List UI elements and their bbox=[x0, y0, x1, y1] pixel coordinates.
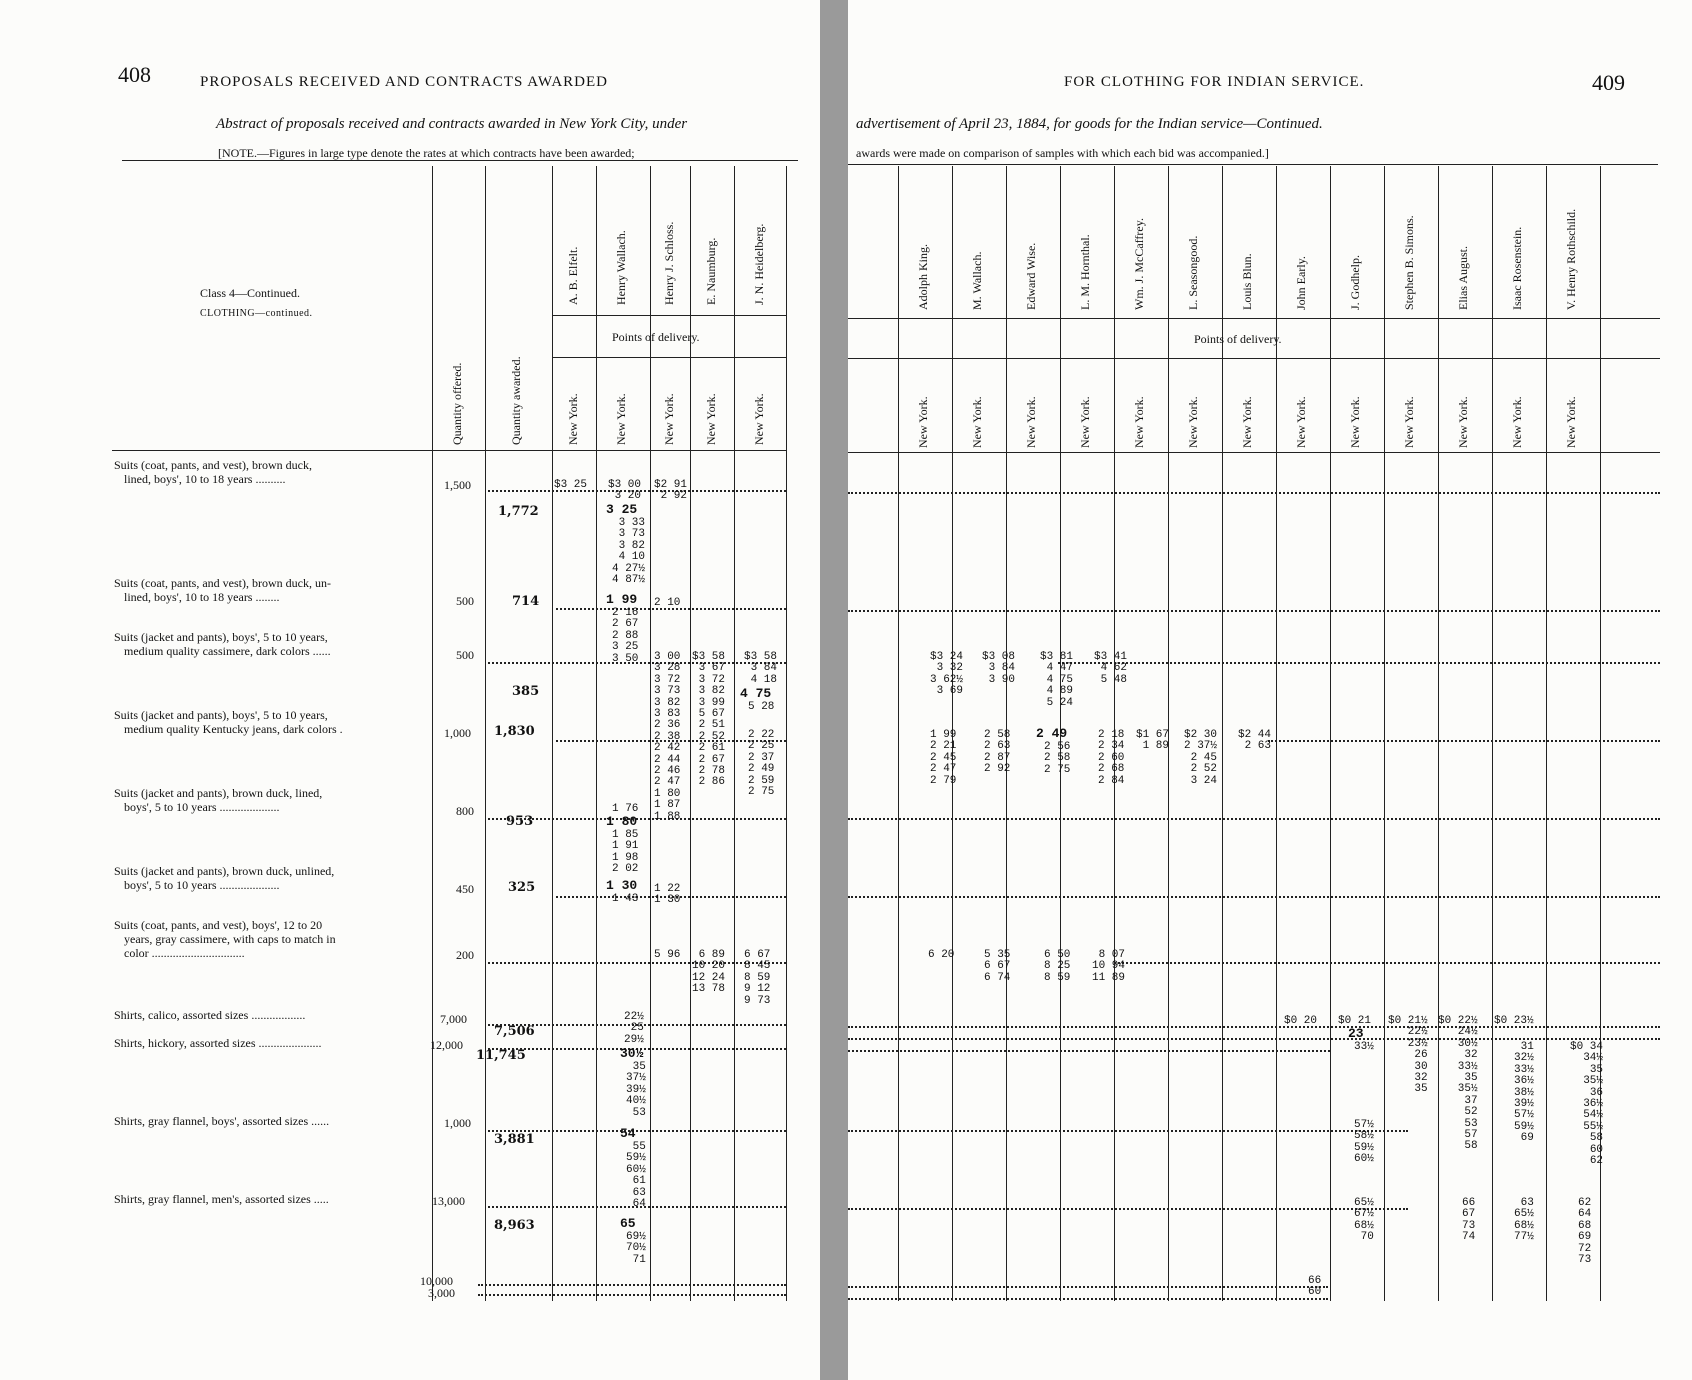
awarded-6: 325 bbox=[508, 880, 536, 895]
mccaffrey-prices: $1 67 1 89 bbox=[1136, 729, 1170, 753]
item-line: color bbox=[124, 946, 149, 960]
item-line: Suits (jacket and pants), brown duck, lined, bbox=[114, 786, 323, 800]
hornthal-prices: 2 18 2 34 2 60 2 68 2 84 bbox=[1098, 729, 1125, 787]
right-page bbox=[848, 0, 1692, 1380]
item-line: medium quality cassimere, dark colors bbox=[124, 644, 310, 658]
leader-row bbox=[848, 1026, 1660, 1028]
item-line: Suits (jacket and pants), boys', 5 to 10 years, bbox=[114, 708, 328, 722]
delivery-naumburg: New York. bbox=[704, 393, 718, 445]
item-5: Suits (jacket and pants), brown duck, lined, boys', 5 to 10 years .................... bbox=[114, 786, 323, 814]
item-line: Suits (coat, pants, and vest), brown duck, bbox=[114, 458, 312, 472]
leader-row bbox=[848, 1208, 1408, 1210]
delivery-cell: New York. bbox=[1132, 396, 1146, 448]
offered-5: 800 bbox=[456, 804, 474, 818]
offered-1: 1,500 bbox=[444, 478, 471, 492]
delivery-cell: New York. bbox=[1024, 396, 1038, 448]
schloss-prices: 5 96 bbox=[654, 949, 681, 961]
delivery-cell: New York. bbox=[1402, 396, 1416, 448]
rule-top-left bbox=[122, 160, 798, 161]
bidder-mccaffrey: Wm. J. McCaffrey. bbox=[1132, 218, 1146, 310]
wallach-award: 1 30 bbox=[606, 878, 638, 893]
leader-row bbox=[848, 1286, 1328, 1288]
item-4: Suits (jacket and pants), boys', 5 to 10 years, medium quality Kentucky jeans, dark colors . bbox=[114, 708, 343, 736]
leader-row bbox=[848, 1130, 1408, 1132]
offered-4: 1,000 bbox=[444, 726, 471, 740]
item-7: Suits (coat, pants, and vest), boys', 12 to 20 years, gray cassimere, with caps to match in color ............................... bbox=[114, 918, 336, 960]
hornthal-prices: 8 07 10 94 11 89 bbox=[1092, 949, 1126, 984]
bidder-wise: Edward Wise. bbox=[1024, 242, 1038, 310]
wallach-prices: 1 43 bbox=[612, 893, 639, 905]
wallach-award: 1 80 bbox=[606, 814, 638, 829]
schloss-prices: 3 00 3 28 3 72 3 73 3 82 3 83 2 36 2 38 2 42 2 44 2 46 2 47 1 80 1 87 1 88 bbox=[654, 651, 681, 823]
rothschild-prices: 62 64 68 69 72 73 bbox=[1578, 1197, 1592, 1267]
rule-points-right bbox=[848, 358, 1660, 359]
wallach-award: 54 bbox=[620, 1126, 636, 1141]
wallach-prices: $3 00 3 20 bbox=[608, 479, 642, 503]
delivery-heidelberg: New York. bbox=[752, 393, 766, 445]
leader-row bbox=[848, 610, 1660, 612]
heidelberg-prices: 2 22 2 25 2 37 2 49 2 59 2 75 bbox=[748, 729, 775, 799]
delivery-cell: New York. bbox=[1186, 396, 1200, 448]
naumburg-prices: 6 89 10 20 12 24 13 78 bbox=[692, 949, 726, 996]
col-line bbox=[786, 166, 787, 1301]
item-line: Suits (coat, pants, and vest), brown duck, un- bbox=[114, 576, 331, 590]
rothschild-prices: $0 34 34½ 35 35½ 36 36½ 54½ 55½ 58 60 62 bbox=[1570, 1041, 1604, 1168]
offered-10: 1,000 bbox=[444, 1116, 471, 1130]
wallach-prices: 1 76 bbox=[612, 803, 639, 815]
leader-row bbox=[1058, 662, 1660, 664]
item-10: Shirts, gray flannel, boys', assorted sizes ...... bbox=[114, 1114, 330, 1128]
godhelp-prices: $0 21 bbox=[1338, 1015, 1372, 1027]
offered-7: 200 bbox=[456, 948, 474, 962]
wallach-prices: 1 85 1 91 1 98 2 02 bbox=[612, 829, 639, 876]
wallach-prices: 2 16 2 67 2 88 3 25 3 50 bbox=[612, 607, 639, 665]
awarded-2: 714 bbox=[512, 594, 540, 609]
seasongood-prices: $2 30 2 37½ 2 45 2 52 3 24 bbox=[1184, 729, 1218, 787]
leader-row bbox=[848, 1038, 1660, 1040]
bidder-heidelberg: J. N. Heidelberg. bbox=[752, 223, 766, 305]
awarded-1: 1,772 bbox=[498, 504, 539, 519]
wise-prices: 6 50 8 25 8 59 bbox=[1044, 949, 1071, 984]
leader-row bbox=[1268, 740, 1660, 742]
item-line: Suits (jacket and pants), brown duck, unlined, bbox=[114, 864, 335, 878]
blun-prices: $2 44 2 63 bbox=[1238, 729, 1272, 753]
leader-row bbox=[478, 1294, 786, 1296]
august-prices: 66 67 73 74 bbox=[1462, 1197, 1476, 1244]
col-line bbox=[1546, 166, 1547, 1301]
rule-header-bottom bbox=[112, 450, 786, 451]
left-page bbox=[0, 0, 820, 1380]
item-line: boys', 5 to 10 years bbox=[124, 878, 217, 892]
subtitle-left: Abstract of proposals received and contracts awarded in New York City, under bbox=[216, 116, 688, 132]
awarded-9: 3,881 bbox=[494, 1132, 535, 1147]
rule-top-right bbox=[848, 164, 1658, 165]
class-title: Class 4—Continued. bbox=[200, 286, 301, 300]
awarded-5: 953 bbox=[506, 814, 534, 829]
simons-prices: $0 21½ 22½ 23½ 26 30 32 35 bbox=[1388, 1015, 1428, 1096]
delivery-cell: New York. bbox=[970, 396, 984, 448]
note-left: [NOTE.—Figures in large type denote the rates at which contracts have been awarded; bbox=[218, 146, 635, 160]
item-line: lined, boys', 10 to 18 years bbox=[124, 472, 253, 486]
king-prices: 1 99 2 21 2 45 2 47 2 79 bbox=[930, 729, 957, 787]
subtitle-right: advertisement of April 23, 1884, for goods for the Indian service—Continued. bbox=[856, 116, 1323, 132]
item-9: Shirts, hickory, assorted sizes ..................... bbox=[114, 1036, 322, 1050]
awarded-8: 11,745 bbox=[476, 1048, 526, 1063]
bidder-rothschild: V. Henry Rothschild. bbox=[1564, 208, 1578, 310]
col-line bbox=[432, 166, 433, 1301]
offered-3: 500 bbox=[456, 648, 474, 662]
delivery-cell: New York. bbox=[1510, 396, 1524, 448]
schloss-prices: 1 22 1 30 bbox=[654, 883, 681, 907]
m-wallach-prices: $3 08 3 84 3 90 bbox=[982, 651, 1016, 686]
item-2: Suits (coat, pants, and vest), brown duck, un- lined, boys', 10 to 18 years ........ bbox=[114, 576, 331, 604]
running-head-left: PROPOSALS RECEIVED AND CONTRACTS AWARDED bbox=[200, 74, 609, 90]
heidelberg-prices: 5 28 bbox=[748, 701, 775, 713]
schloss-prices: $2 91 2 92 bbox=[654, 479, 688, 503]
wallach-prices: 55 59½ 60½ 61 63 64 bbox=[626, 1141, 646, 1211]
heidelberg-prices: 6 67 8 45 8 59 9 12 9 73 bbox=[744, 949, 771, 1007]
item-6: Suits (jacket and pants), brown duck, unlined, boys', 5 to 10 years .................... bbox=[114, 864, 335, 892]
bidder-seasongood: L. Seasongood. bbox=[1186, 235, 1200, 310]
m-wallach-prices: 5 35 6 67 6 74 bbox=[984, 949, 1011, 984]
early-prices: $0 20 bbox=[1284, 1015, 1318, 1027]
leader-row bbox=[848, 492, 1660, 494]
wallach-prices: 35 37½ 39½ 40½ 53 bbox=[626, 1061, 646, 1119]
delivery-wallach: New York. bbox=[614, 393, 628, 445]
heidelberg-award: 4 75 bbox=[740, 686, 772, 701]
item-line: boys', 5 to 10 years bbox=[124, 800, 217, 814]
item-8: Shirts, calico, assorted sizes .................. bbox=[114, 1008, 306, 1022]
delivery-elfelt: New York. bbox=[566, 393, 580, 445]
item-11: Shirts, gray flannel, men's, assorted sizes ..... bbox=[114, 1192, 329, 1206]
bidder-schloss: Henry J. Schloss. bbox=[662, 221, 676, 305]
page-number-left: 408 bbox=[118, 62, 151, 87]
item-1: Suits (coat, pants, and vest), brown duck, lined, boys', 10 to 18 years .......... bbox=[114, 458, 312, 486]
wallach-award: 30½ bbox=[620, 1046, 644, 1061]
rule-header-bottom-right bbox=[848, 452, 1660, 453]
awarded-10: 8,963 bbox=[494, 1218, 535, 1233]
delivery-cell: New York. bbox=[1294, 396, 1308, 448]
points-of-delivery-right: Points of delivery. bbox=[1194, 332, 1282, 346]
item-line: Suits (jacket and pants), boys', 5 to 10 years, bbox=[114, 630, 328, 644]
leader-row bbox=[848, 1298, 1328, 1300]
schloss-prices: 2 10 bbox=[654, 597, 681, 609]
leader-row bbox=[1114, 962, 1660, 964]
item-line: Shirts, calico, assorted sizes bbox=[114, 1008, 249, 1022]
delivery-cell: New York. bbox=[1456, 396, 1470, 448]
delivery-cell: New York. bbox=[916, 396, 930, 448]
delivery-cell: New York. bbox=[1564, 396, 1578, 448]
wallach-prices: 22½ 25 29½ bbox=[624, 1011, 644, 1046]
page-number-right: 409 bbox=[1592, 70, 1625, 95]
leader-row bbox=[488, 1130, 786, 1132]
king-prices: $3 24 3 32 3 62½ 3 69 bbox=[930, 651, 964, 698]
wallach-prices: 69½ 70½ 71 bbox=[626, 1231, 646, 1266]
awarded-4: 1,830 bbox=[494, 724, 535, 739]
item-line: Shirts, gray flannel, men's, assorted sizes bbox=[114, 1192, 311, 1206]
godhelp-prices: 33½ bbox=[1354, 1041, 1374, 1053]
leader-row bbox=[848, 896, 1660, 898]
bidder-rosenstein: Isaac Rosenstein. bbox=[1510, 226, 1524, 310]
bidder-king: Adolph King. bbox=[916, 244, 930, 310]
col-quantity-offered: Quantity offered. bbox=[450, 362, 464, 445]
wise-award: 2 49 bbox=[1036, 726, 1068, 741]
rosenstein-prices: $0 23½ bbox=[1494, 1015, 1534, 1027]
item-line: lined, boys', 10 to 18 years bbox=[124, 590, 253, 604]
bidder-early: John Early. bbox=[1294, 256, 1308, 310]
running-head-right: FOR CLOTHING FOR INDIAN SERVICE. bbox=[1064, 74, 1365, 90]
leader-row bbox=[848, 1050, 1330, 1052]
class-subtitle: CLOTHING—continued. bbox=[200, 308, 313, 319]
offered-11: 13,000 bbox=[432, 1194, 465, 1208]
awarded-3: 385 bbox=[512, 684, 540, 699]
leader-row bbox=[488, 962, 786, 964]
points-of-delivery-left: Points of delivery. bbox=[612, 330, 700, 344]
hornthal-prices: $3 41 4 62 5 48 bbox=[1094, 651, 1128, 686]
bidder-henry-wallach: Henry Wallach. bbox=[614, 230, 628, 305]
bidder-elfelt: A. B. Elfelt. bbox=[566, 246, 580, 305]
bidder-august: Elias August. bbox=[1456, 245, 1470, 310]
godhelp-award: 23 bbox=[1348, 1026, 1364, 1041]
delivery-cell: New York. bbox=[1078, 396, 1092, 448]
rule-bidders-right bbox=[848, 318, 1660, 319]
delivery-schloss: New York. bbox=[662, 393, 676, 445]
rosenstein-prices: 63 65½ 68½ 77½ bbox=[1514, 1197, 1534, 1244]
item-line: Shirts, gray flannel, boys', assorted sizes bbox=[114, 1114, 309, 1128]
bidder-godhelp: J. Godhelp. bbox=[1348, 255, 1362, 310]
wallach-award: 3 25 bbox=[606, 502, 638, 517]
early-prices: 66 60 bbox=[1308, 1275, 1322, 1299]
rule-bidders bbox=[553, 315, 786, 316]
rosenstein-prices: 31 32½ 33½ 36½ 38½ 39½ 57½ 59½ 69 bbox=[1514, 1041, 1534, 1145]
bidder-simons: Stephen B. Simons. bbox=[1402, 215, 1416, 310]
offered-12: 10,000 bbox=[420, 1274, 453, 1288]
item-line: Suits (coat, pants, and vest), boys', 12 to 20 bbox=[114, 918, 323, 932]
king-prices: 6 20 bbox=[928, 949, 955, 961]
wallach-prices: 3 33 3 73 3 82 4 10 4 27½ 4 87½ bbox=[612, 517, 646, 587]
note-right: awards were made on comparison of samples with which each bid was accompanied.] bbox=[856, 146, 1269, 160]
bidder-m-wallach: M. Wallach. bbox=[970, 251, 984, 310]
wise-prices: 2 56 2 58 2 75 bbox=[1044, 741, 1071, 776]
elfelt-prices: $3 25 bbox=[554, 479, 588, 491]
item-3: Suits (jacket and pants), boys', 5 to 10 years, medium quality cassimere, dark colors ...... bbox=[114, 630, 331, 658]
item-line: medium quality Kentucky jeans, dark colors bbox=[124, 722, 337, 736]
item-line: Shirts, hickory, assorted sizes bbox=[114, 1036, 256, 1050]
delivery-cell: New York. bbox=[1240, 396, 1254, 448]
item-line: years, gray cassimere, with caps to match in bbox=[124, 932, 336, 946]
heidelberg-prices: $3 58 3 84 4 18 bbox=[744, 651, 778, 686]
leader-row bbox=[848, 818, 1660, 820]
offered-8: 7,000 bbox=[440, 1012, 467, 1026]
bidder-blun: Louis Blun. bbox=[1240, 253, 1254, 310]
col-line bbox=[1492, 166, 1493, 1301]
col-quantity-awarded: Quantity awarded. bbox=[509, 356, 523, 445]
offered-9: 12,000 bbox=[430, 1038, 463, 1052]
col-line bbox=[485, 166, 486, 1301]
godhelp-prices: 65½ 67½ 68½ 70 bbox=[1354, 1197, 1374, 1244]
offered-13: 3,000 bbox=[428, 1286, 455, 1300]
august-prices: $0 22½ 24½ 30½ 32 33½ 35 35½ 37 52 53 57 58 bbox=[1438, 1015, 1478, 1153]
wallach-award: 1 99 bbox=[606, 592, 638, 607]
offered-2: 500 bbox=[456, 594, 474, 608]
rule-points bbox=[553, 357, 786, 358]
awarded-7: 7,506 bbox=[494, 1024, 535, 1039]
offered-6: 450 bbox=[456, 882, 474, 896]
wallach-award: 65 bbox=[620, 1216, 636, 1231]
delivery-cell: New York. bbox=[1348, 396, 1362, 448]
naumburg-prices: $3 58 3 67 3 72 3 82 3 99 5 67 2 51 2 52 2 61 2 67 2 78 2 86 bbox=[692, 651, 726, 789]
wise-prices: $3 81 4 47 4 75 4 89 5 24 bbox=[1040, 651, 1074, 709]
bidder-hornthal: L. M. Hornthal. bbox=[1078, 234, 1092, 310]
bidder-naumburg: E. Naumburg. bbox=[704, 237, 718, 305]
godhelp-prices: 57½ 58½ 59½ 60½ bbox=[1354, 1119, 1374, 1166]
m-wallach-prices: 2 58 2 63 2 87 2 92 bbox=[984, 729, 1011, 776]
leader-row bbox=[478, 1284, 786, 1286]
